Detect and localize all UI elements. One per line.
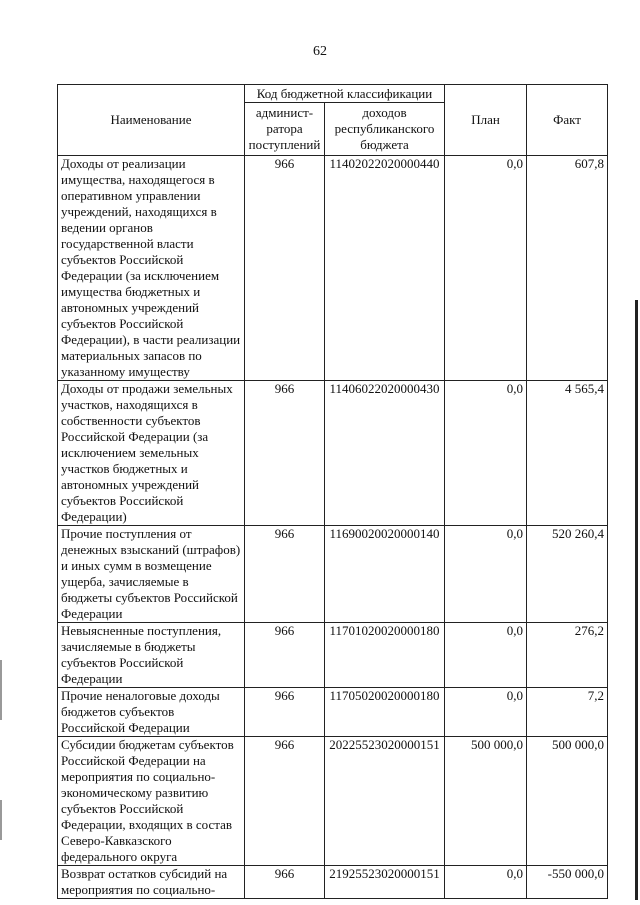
row-name: Доходы от реализации имущества, находящегося в оперативном управлении учреждений, находящихся в ведении органов государственной власти субъектов Российской Федерации (за исключением имущества бюджетных и автономных учреждений субъектов Российской Федерации), в части реализации материальных запасов по указанному имуществу <box>58 156 245 381</box>
row-plan: 0,0 <box>445 866 527 899</box>
header-plan: План <box>445 85 527 156</box>
row-fact: -550 000,0 <box>527 866 608 899</box>
table-row <box>58 156 608 381</box>
row-revenue-code: 11402022020000440 <box>325 156 445 381</box>
scan-edge-left <box>0 800 2 840</box>
row-name: Доходы от продажи земельных участков, находящихся в собственности субъектов Российской Федерации (за исключением земельных участков бюджетных и автономных учреждений субъектов Российской Федерации) <box>58 381 245 526</box>
row-admin-code: 966 <box>245 526 325 623</box>
row-fact: 7,2 <box>527 688 608 737</box>
row-name: Субсидии бюджетам субъектов Российской Федерации на мероприятия по социально-экономическому развитию субъектов Российской Федерации, входящих в состав Северо-Кавказского федерального округа <box>58 737 245 866</box>
row-admin-code: 966 <box>245 866 325 899</box>
row-name: Прочие неналоговые доходы бюджетов субъектов Российской Федерации <box>58 688 245 737</box>
row-fact: 607,8 <box>527 156 608 381</box>
row-admin-code: 966 <box>245 688 325 737</box>
row-plan: 0,0 <box>445 688 527 737</box>
row-admin-code: 966 <box>245 737 325 866</box>
table-row <box>58 526 608 623</box>
row-plan: 0,0 <box>445 156 527 381</box>
row-fact: 520 260,4 <box>527 526 608 623</box>
scan-edge-left <box>0 660 2 720</box>
table-row <box>58 737 608 866</box>
row-revenue-code: 21925523020000151 <box>325 866 445 899</box>
row-revenue-code: 11406022020000430 <box>325 381 445 526</box>
row-name: Прочие поступления от денежных взысканий (штрафов) и иных сумм в возмещение ущерба, зачисляемые в бюджеты субъектов Российской Федерации <box>58 526 245 623</box>
table-row <box>58 623 608 688</box>
row-revenue-code: 11705020020000180 <box>325 688 445 737</box>
row-fact: 276,2 <box>527 623 608 688</box>
table-row <box>58 688 608 737</box>
header-fact: Факт <box>527 85 608 156</box>
row-fact: 4 565,4 <box>527 381 608 526</box>
header-budget-code: Код бюджетной классификации <box>245 85 445 103</box>
row-admin-code: 966 <box>245 381 325 526</box>
row-revenue-code: 20225523020000151 <box>325 737 445 866</box>
row-name: Невыясненные поступления, зачисляемые в бюджеты субъектов Российской Федерации <box>58 623 245 688</box>
row-revenue-code: 11690020020000140 <box>325 526 445 623</box>
row-plan: 0,0 <box>445 526 527 623</box>
header-name: Наименование <box>58 85 245 156</box>
table-row <box>58 866 608 899</box>
row-plan: 0,0 <box>445 381 527 526</box>
row-plan: 0,0 <box>445 623 527 688</box>
row-plan: 500 000,0 <box>445 737 527 866</box>
scan-edge-right <box>635 300 638 900</box>
header-row-1 <box>58 85 608 103</box>
page-number: 62 <box>313 44 327 59</box>
row-fact: 500 000,0 <box>527 737 608 866</box>
header-revenue: доходов республиканского бюджета <box>325 103 445 156</box>
row-revenue-code: 11701020020000180 <box>325 623 445 688</box>
row-admin-code: 966 <box>245 156 325 381</box>
header-admin: админист-ратора поступлений <box>245 103 325 156</box>
budget-table <box>57 84 608 899</box>
row-name: Возврат остатков субсидий на мероприятия по социально- <box>58 866 245 899</box>
row-admin-code: 966 <box>245 623 325 688</box>
table-row <box>58 381 608 526</box>
